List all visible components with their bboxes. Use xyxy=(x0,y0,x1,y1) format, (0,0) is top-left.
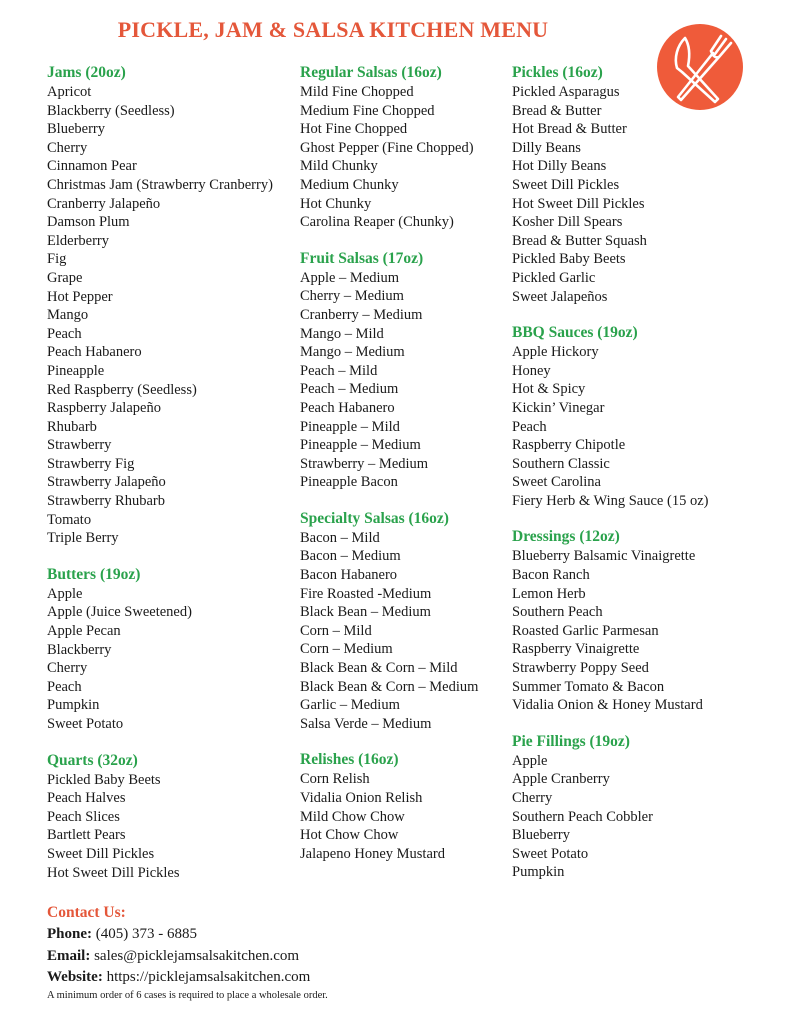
menu-item: Kickin’ Vinegar xyxy=(512,399,605,416)
menu-item: Mango – Medium xyxy=(300,344,405,361)
section-heading: Fruit Salsas (17oz) xyxy=(300,249,424,267)
menu-item: Sweet Potato xyxy=(512,845,589,862)
menu-item: Ghost Pepper (Fine Chopped) xyxy=(300,139,474,156)
menu-item: Apricot xyxy=(47,84,92,100)
phone-number[interactable]: (405) 373 - 6885 xyxy=(95,926,197,942)
menu-item: Peach xyxy=(47,325,82,342)
menu-item: Peach – Mild xyxy=(300,362,378,379)
section-heading: Pickles (16oz) xyxy=(512,64,603,81)
menu-list xyxy=(512,547,752,714)
menu-item: Southern Peach xyxy=(512,604,603,621)
menu-list xyxy=(512,752,752,882)
section-butters xyxy=(47,565,299,734)
menu-item: Peach Habanero xyxy=(300,399,395,416)
phone-label: Phone: xyxy=(47,926,92,942)
menu-item: Mango – Mild xyxy=(300,325,384,342)
menu-item: Peach Slices xyxy=(47,808,120,825)
menu-item: Mango xyxy=(47,307,89,324)
menu-item: Sweet Dill Pickles xyxy=(512,176,620,193)
menu-item: Pickled Baby Beets xyxy=(47,771,161,788)
section-heading: Regular Salsas (16oz) xyxy=(300,64,442,81)
menu-item: Mild Fine Chopped xyxy=(300,84,414,100)
menu-item: Blueberry Balsamic Vinaigrette xyxy=(512,548,696,565)
menu-item: Bacon Ranch xyxy=(512,567,590,584)
section-bbq-sauces xyxy=(512,323,752,510)
menu-item: Apple – Medium xyxy=(300,269,400,286)
menu-item: Christmas Jam (Strawberry Cranberry) xyxy=(47,176,273,193)
menu-item: Triple Berry xyxy=(47,530,119,547)
menu-item: Cranberry – Medium xyxy=(300,306,423,323)
menu-list xyxy=(47,83,299,548)
menu-column-1 xyxy=(47,63,299,899)
menu-item: Hot Sweet Dill Pickles xyxy=(512,195,645,212)
menu-item: Hot Bread & Butter xyxy=(512,121,627,138)
menu-item: Apple Pecan xyxy=(47,623,121,640)
website-label: Website: xyxy=(47,969,103,985)
menu-item: Vidalia Onion Relish xyxy=(300,790,423,806)
menu-item: Strawberry – Medium xyxy=(300,455,429,472)
menu-item: Hot Fine Chopped xyxy=(300,121,408,138)
menu-item: Apple Cranberry xyxy=(512,771,610,788)
menu-item: Raspberry Vinaigrette xyxy=(512,641,640,658)
menu-item: Corn Relish xyxy=(300,771,370,788)
menu-item: Black Bean – Medium xyxy=(300,604,431,621)
menu-item: Fire Roasted -Medium xyxy=(300,585,432,602)
section-heading: Relishes (16oz) xyxy=(300,751,399,769)
menu-item: Pumpkin xyxy=(47,697,100,714)
menu-item: Apple xyxy=(512,752,548,769)
menu-column-3 xyxy=(512,63,752,899)
menu-item: Peach Habanero xyxy=(47,344,142,361)
menu-item: Bacon – Mild xyxy=(300,529,380,546)
section-heading: BBQ Sauces (19oz) xyxy=(512,324,638,342)
menu-item: Sweet Carolina xyxy=(512,474,601,491)
menu-item: Mild Chow Chow xyxy=(300,808,405,825)
menu-item: Lemon Herb xyxy=(512,585,586,602)
menu-item: Kosher Dill Spears xyxy=(512,214,623,231)
menu-item: Garlic – Medium xyxy=(300,697,400,714)
menu-list xyxy=(47,771,299,883)
menu-item: Raspberry Chipotle xyxy=(512,437,626,454)
menu-item: Peach xyxy=(512,418,547,435)
menu-list xyxy=(300,269,510,492)
menu-item: Blueberry xyxy=(47,121,105,138)
section-heading: Pie Fillings (19oz) xyxy=(512,732,630,750)
menu-item: Pineapple xyxy=(47,362,105,379)
menu-item: Medium Chunky xyxy=(300,176,399,193)
menu-item: Hot Chunky xyxy=(300,195,372,212)
menu-item: Black Bean & Corn – Medium xyxy=(300,678,479,695)
menu-item: Jalapeno Honey Mustard xyxy=(300,845,445,862)
menu-item: Blackberry (Seedless) xyxy=(47,102,175,119)
menu-column-2 xyxy=(300,63,510,880)
menu-item: Salsa Verde – Medium xyxy=(300,715,432,732)
menu-item: Cherry xyxy=(47,660,88,677)
menu-item: Apple xyxy=(47,585,83,602)
menu-item: Corn – Mild xyxy=(300,622,372,639)
menu-item: Blueberry xyxy=(512,827,570,844)
menu-item: Corn – Medium xyxy=(300,641,393,658)
menu-item: Strawberry Poppy Seed xyxy=(512,660,649,677)
section-heading: Specialty Salsas (16oz) xyxy=(300,509,449,527)
menu-item: Carolina Reaper (Chunky) xyxy=(300,214,454,231)
email-address[interactable]: sales@picklejamsalsakitchen.com xyxy=(94,947,300,964)
menu-list xyxy=(47,585,299,734)
website-row xyxy=(47,967,747,989)
section-dressings xyxy=(512,527,752,714)
menu-item: Pickled Baby Beets xyxy=(512,251,626,268)
menu-item: Bread & Butter xyxy=(512,102,602,119)
menu-item: Peach xyxy=(47,678,82,695)
section-heading: Jams (20oz) xyxy=(47,64,126,81)
order-note: A minimum order of 6 cases is required to place a wholesale order. xyxy=(47,989,328,1001)
menu-item: Bartlett Pears xyxy=(47,827,126,844)
menu-item: Bread & Butter Squash xyxy=(512,232,647,249)
menu-item: Sweet Potato xyxy=(47,716,124,732)
menu-item: Strawberry xyxy=(47,437,112,454)
page-title: PICKLE, JAM & SALSA KITCHEN MENU xyxy=(117,17,549,42)
menu-item: Strawberry Fig xyxy=(47,455,135,472)
menu-item: Cherry xyxy=(47,139,88,156)
section-specialty-salsas xyxy=(300,509,510,734)
menu-item: Medium Fine Chopped xyxy=(300,102,435,119)
menu-list xyxy=(512,343,752,510)
menu-item: Grape xyxy=(47,269,83,286)
menu-list xyxy=(300,529,510,734)
section-regular-salsas xyxy=(300,63,510,232)
menu-item: Rhubarb xyxy=(47,418,97,435)
menu-item: Black Bean & Corn – Mild xyxy=(300,660,458,677)
menu-item: Southern Peach Cobbler xyxy=(512,808,653,825)
section-heading: Dressings (12oz) xyxy=(512,528,620,546)
menu-item: Peach – Medium xyxy=(300,381,399,398)
menu-item: Honey xyxy=(512,362,551,379)
menu-item: Bacon Habanero xyxy=(300,567,398,584)
menu-item: Strawberry Jalapeño xyxy=(47,474,166,491)
menu-item: Cherry xyxy=(512,790,553,806)
menu-item: Mild Chunky xyxy=(300,158,378,175)
menu-item: Cinnamon Pear xyxy=(47,158,137,175)
menu-item: Hot Chow Chow xyxy=(300,827,399,844)
menu-item: Apple Hickory xyxy=(512,344,599,361)
menu-item: Dilly Beans xyxy=(512,139,581,156)
menu-list xyxy=(512,83,752,306)
phone-row xyxy=(47,924,747,946)
menu-item: Pineapple Bacon xyxy=(300,474,398,491)
menu-item: Elderberry xyxy=(47,232,109,249)
menu-list xyxy=(300,83,510,232)
menu-item: Damson Plum xyxy=(47,214,130,231)
menu-item: Summer Tomato & Bacon xyxy=(512,678,665,695)
section-heading: Quarts (32oz) xyxy=(47,751,138,769)
section-pie-fillings xyxy=(512,732,752,882)
menu-item: Strawberry Rhubarb xyxy=(47,493,165,510)
section-quarts xyxy=(47,751,299,883)
menu-item: Pickled Garlic xyxy=(512,269,596,286)
menu-item: Hot Sweet Dill Pickles xyxy=(47,864,180,881)
menu-list xyxy=(300,770,510,863)
menu-item: Hot Pepper xyxy=(47,288,113,305)
menu-item: Vidalia Onion & Honey Mustard xyxy=(512,697,703,714)
menu-item: Pineapple – Medium xyxy=(300,437,421,454)
section-heading: Butters (19oz) xyxy=(47,565,141,583)
menu-item: Pickled Asparagus xyxy=(512,84,620,100)
menu-item: Roasted Garlic Parmesan xyxy=(512,622,659,639)
email-row xyxy=(47,946,747,968)
menu-item: Hot Dilly Beans xyxy=(512,158,607,175)
menu-item: Cherry – Medium xyxy=(300,288,404,305)
menu-item: Pumpkin xyxy=(512,864,565,881)
section-relishes xyxy=(300,750,510,863)
menu-item: Sweet Dill Pickles xyxy=(47,845,155,862)
menu-item: Cranberry Jalapeño xyxy=(47,195,161,212)
menu-item: Blackberry xyxy=(47,641,112,658)
menu-item: Bacon – Medium xyxy=(300,548,401,565)
section-pickles xyxy=(512,63,752,306)
menu-item: Fig xyxy=(47,251,67,268)
menu-item: Sweet Jalapeños xyxy=(512,288,608,305)
menu-item: Pineapple – Mild xyxy=(300,418,400,435)
menu-item: Fiery Herb & Wing Sauce (15 oz) xyxy=(512,492,709,509)
email-label: Email: xyxy=(47,947,91,964)
menu-item: Apple (Juice Sweetened) xyxy=(47,604,192,621)
menu-item: Red Raspberry (Seedless) xyxy=(47,381,197,398)
menu-item: Hot & Spicy xyxy=(512,381,586,398)
website-link[interactable]: https://picklejamsalsakitchen.com xyxy=(106,969,311,985)
section-fruit-salsas xyxy=(300,249,510,492)
menu-item: Southern Classic xyxy=(512,455,610,472)
menu-item: Peach Halves xyxy=(47,790,126,807)
menu-item: Tomato xyxy=(47,511,92,528)
contact-section xyxy=(47,903,747,1003)
contact-heading: Contact Us: xyxy=(47,904,126,921)
section-jams xyxy=(47,63,299,548)
menu-item: Raspberry Jalapeño xyxy=(47,400,161,417)
